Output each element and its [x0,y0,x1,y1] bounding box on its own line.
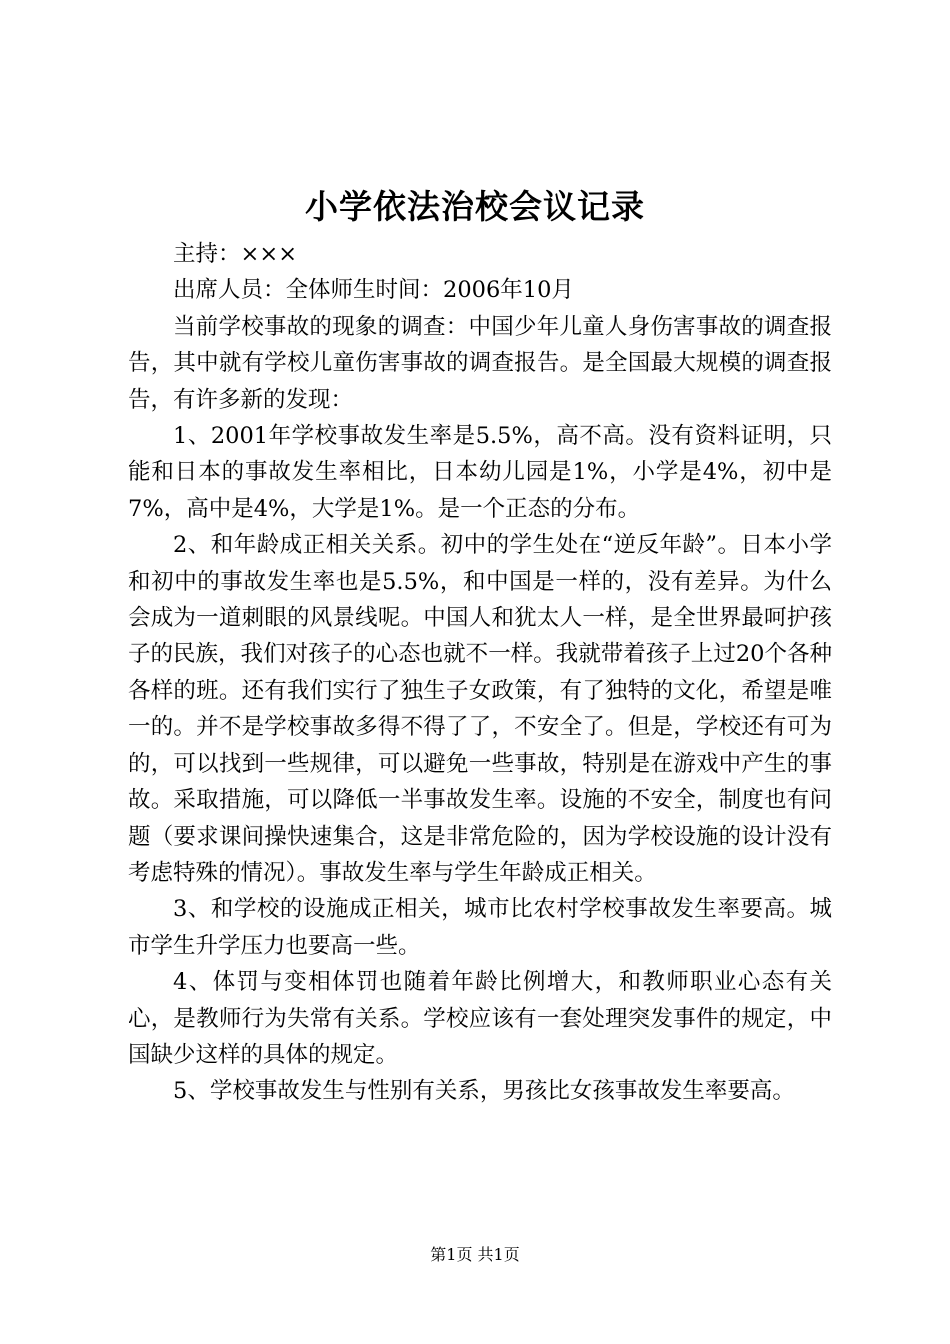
host-line: 主持：××× [173,241,298,267]
intro-paragraph: 当前学校事故的现象的调查：中国少年儿童人身伤害事故的调查报告，其中就有学校儿童伤害事故的调查报告。是全国最大规模的调查报告，有许多新的发现： [128,313,832,413]
finding-paragraph-5: 5、学校事故发生与性别有关系，男孩比女孩事故发生率要高。 [173,1078,795,1105]
finding-paragraph-3: 3、和学校的设施成正相关，城市比农村学校事故发生率要高。城市学生升学压力也要高一些。 [128,896,832,959]
finding-paragraph-1: 1、2001年学校事故发生率是5.5%，高不高。没有资料证明，只能和日本的事故发生率相比，日本幼儿园是1%，小学是4%，初中是7%，高中是4%，大学是1%。是一个正态的分布。 [128,423,832,522]
document-body [128,236,832,1110]
document-title: 小学依法治校会议记录 [305,187,645,226]
page-footer: 第1页 共1页 [430,1245,520,1264]
finding-paragraph-2: 2、和年龄成正相关关系。初中的学生处在“逆反年龄”。日本小学和初中的事故发生率也是5.5%，和中国是一样的，没有差异。为什么会成为一道刺眼的风景线呢。中国人和犹太人一样，是全世界最呵护孩子的民族，我们对孩子的心态也就不一样。我就带着孩子上过20个各种各样的班。还有我们实行了独生子女政策，有了独特的文化，希望是唯一的。并不是学校事故多得不得了了，不安全了。但是，学校还有可为的，可以找到一些规律，可以避免一些事故，特别是在游戏中产生的事故。采取措施，可以降低一半事故发生率。设施的不安全，制度也有问题（要求课间操快速集合，这是非常危险的，因为学校设施的设计没有考虑特殊的情况）。事故发生率与学生年龄成正相关。 [128,532,832,886]
attendees-line: 出席人员：全体师生时间：2006年10月 [173,277,574,304]
finding-paragraph-4: 4、体罚与变相体罚也随着年龄比例增大，和教师职业心态有关心，是教师行为失常有关系。学校应该有一套处理突发事件的规定，中国缺少这样的具体的规定。 [128,969,832,1068]
